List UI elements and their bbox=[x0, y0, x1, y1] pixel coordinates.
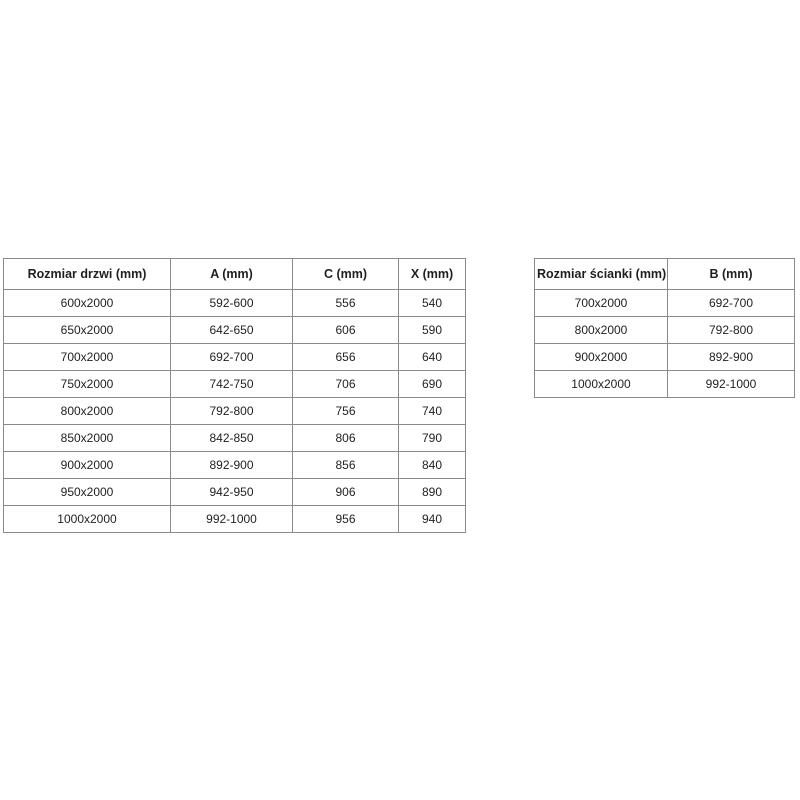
table-cell: 792-800 bbox=[668, 317, 795, 344]
table-row bbox=[4, 344, 466, 371]
table-cell: 742-750 bbox=[171, 371, 293, 398]
table-cell: 956 bbox=[293, 506, 399, 533]
table-row bbox=[4, 371, 466, 398]
table-cell: 806 bbox=[293, 425, 399, 452]
header-cell: A (mm) bbox=[171, 259, 293, 290]
header-cell: C (mm) bbox=[293, 259, 399, 290]
table-row bbox=[535, 344, 795, 371]
table-cell: 892-900 bbox=[668, 344, 795, 371]
table-cell: 540 bbox=[399, 290, 466, 317]
table-cell: 590 bbox=[399, 317, 466, 344]
table-cell: 556 bbox=[293, 290, 399, 317]
table-cell: 700x2000 bbox=[4, 344, 171, 371]
table-cell: 1000x2000 bbox=[4, 506, 171, 533]
header-cell: B (mm) bbox=[668, 259, 795, 290]
table-cell: 942-950 bbox=[171, 479, 293, 506]
table-cell: 892-900 bbox=[171, 452, 293, 479]
table-cell: 940 bbox=[399, 506, 466, 533]
table-cell: 600x2000 bbox=[4, 290, 171, 317]
door-sizes-table bbox=[3, 258, 466, 533]
table-row bbox=[4, 398, 466, 425]
header-cell: Rozmiar drzwi (mm) bbox=[4, 259, 171, 290]
table-cell: 692-700 bbox=[171, 344, 293, 371]
table-row bbox=[535, 317, 795, 344]
table-cell: 792-800 bbox=[171, 398, 293, 425]
wall-sizes-table bbox=[534, 258, 795, 398]
table-row bbox=[535, 290, 795, 317]
table-row bbox=[535, 371, 795, 398]
table-cell: 756 bbox=[293, 398, 399, 425]
table-cell: 992-1000 bbox=[668, 371, 795, 398]
door-table-header-row bbox=[4, 259, 466, 290]
table-cell: 606 bbox=[293, 317, 399, 344]
table-cell: 740 bbox=[399, 398, 466, 425]
table-cell: 856 bbox=[293, 452, 399, 479]
table-row bbox=[4, 317, 466, 344]
table-row bbox=[4, 452, 466, 479]
table-cell: 690 bbox=[399, 371, 466, 398]
table-cell: 750x2000 bbox=[4, 371, 171, 398]
table-cell: 850x2000 bbox=[4, 425, 171, 452]
table-cell: 642-650 bbox=[171, 317, 293, 344]
table-row bbox=[4, 290, 466, 317]
table-cell: 656 bbox=[293, 344, 399, 371]
table-cell: 900x2000 bbox=[4, 452, 171, 479]
table-row bbox=[4, 479, 466, 506]
table-cell: 842-850 bbox=[171, 425, 293, 452]
table-row bbox=[4, 425, 466, 452]
table-cell: 890 bbox=[399, 479, 466, 506]
table-cell: 640 bbox=[399, 344, 466, 371]
table-cell: 906 bbox=[293, 479, 399, 506]
header-cell: X (mm) bbox=[399, 259, 466, 290]
table-cell: 800x2000 bbox=[535, 317, 668, 344]
table-cell: 700x2000 bbox=[535, 290, 668, 317]
table-row bbox=[4, 506, 466, 533]
table-cell: 840 bbox=[399, 452, 466, 479]
table-cell: 790 bbox=[399, 425, 466, 452]
table-cell: 650x2000 bbox=[4, 317, 171, 344]
wall-table-header-row bbox=[535, 259, 795, 290]
table-cell: 950x2000 bbox=[4, 479, 171, 506]
header-cell: Rozmiar ścianki (mm) bbox=[535, 259, 668, 290]
table-cell: 900x2000 bbox=[535, 344, 668, 371]
table-cell: 692-700 bbox=[668, 290, 795, 317]
table-cell: 592-600 bbox=[171, 290, 293, 317]
table-cell: 1000x2000 bbox=[535, 371, 668, 398]
table-cell: 706 bbox=[293, 371, 399, 398]
table-cell: 800x2000 bbox=[4, 398, 171, 425]
table-cell: 992-1000 bbox=[171, 506, 293, 533]
